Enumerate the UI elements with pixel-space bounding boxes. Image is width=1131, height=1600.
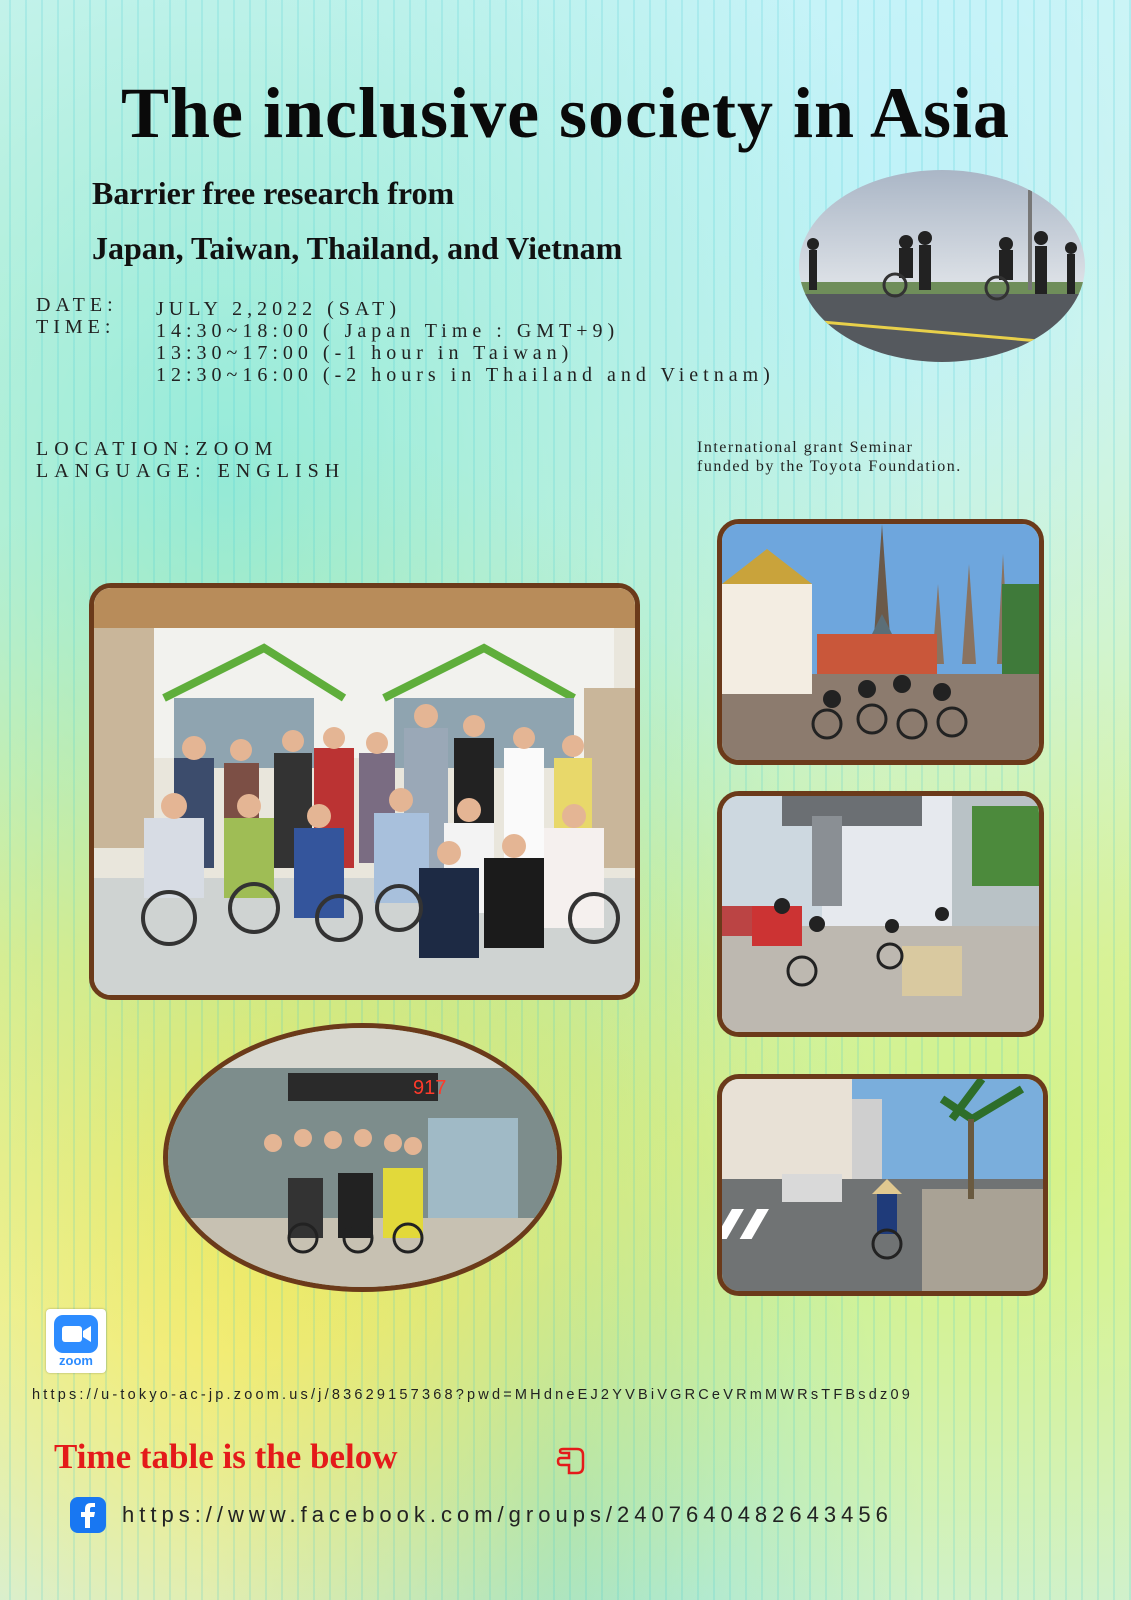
photo-street-vietnam bbox=[717, 1074, 1048, 1296]
subtitle-line-1: Barrier free research from bbox=[92, 175, 455, 211]
photo-group-entrance bbox=[89, 583, 640, 1000]
date-value: JULY 2,2022 (SAT) bbox=[156, 298, 402, 320]
zoom-logo-text: zoom bbox=[59, 1353, 93, 1368]
location: LOCATION:ZOOM bbox=[36, 438, 279, 460]
photo-street-bangkok bbox=[717, 791, 1044, 1037]
zoom-logo-icon bbox=[46, 1309, 106, 1373]
funding-note bbox=[697, 438, 962, 476]
photo-temple-thailand bbox=[717, 519, 1044, 765]
language: LANGUAGE: ENGLISH bbox=[36, 460, 346, 482]
facebook-link[interactable]: https://www.facebook.com/groups/2407640482643456 bbox=[122, 1502, 893, 1527]
time-label: TIME: bbox=[36, 316, 116, 338]
subtitle-line-2: Japan, Taiwan, Thailand, and Vietnam bbox=[92, 230, 623, 266]
time-japan: 14:30~18:00 ( Japan Time : GMT+9) bbox=[156, 320, 620, 342]
timetable-note: Time table is the below bbox=[54, 1437, 398, 1476]
poster-title: The inclusive society in Asia bbox=[120, 73, 1011, 153]
time-taiwan: 13:30~17:00 (-1 hour in Taiwan) bbox=[156, 342, 574, 364]
funding-line-2: funded by the Toyota Foundation. bbox=[697, 458, 962, 475]
location-language bbox=[36, 438, 345, 482]
photo-station-group bbox=[163, 1023, 562, 1292]
date-time-values bbox=[156, 298, 775, 386]
pointing-hand-icon bbox=[555, 1443, 591, 1479]
date-time-labels bbox=[36, 294, 118, 338]
svg-text:917: 917 bbox=[413, 1077, 447, 1099]
funding-line-1: International grant Seminar bbox=[697, 439, 914, 456]
facebook-icon bbox=[70, 1497, 106, 1533]
zoom-link[interactable]: https://u-tokyo-ac-jp.zoom.us/j/83629157368?pwd=MHdneEJ2YVBiVGRCeVRmMWRsTFBsdz09 bbox=[32, 1387, 913, 1403]
date-label: DATE: bbox=[36, 294, 118, 316]
photo-seaside-walk bbox=[799, 170, 1085, 362]
time-thailand-vietnam: 12:30~16:00 (-2 hours in Thailand and Vietnam) bbox=[156, 364, 775, 386]
